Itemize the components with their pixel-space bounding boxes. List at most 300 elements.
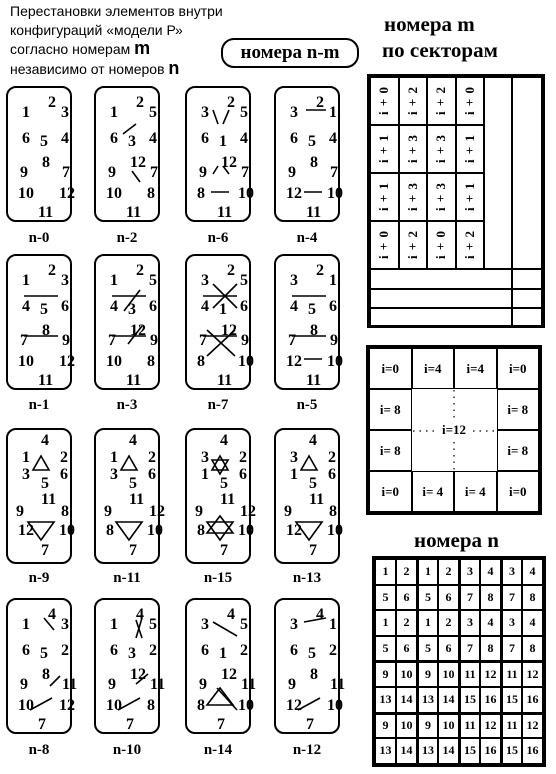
card-number: 1 xyxy=(219,301,227,318)
n-table-cell xyxy=(459,661,480,687)
m-table-value: i + 2 xyxy=(404,86,420,116)
permutation-card xyxy=(94,86,160,222)
card-number: 5 xyxy=(149,616,157,633)
n-table-cell xyxy=(522,585,543,611)
card-number: 3 xyxy=(201,449,209,466)
n-table-cell xyxy=(396,636,417,662)
card-number: 4 xyxy=(136,606,144,623)
n-table-value: 6 xyxy=(403,589,410,604)
n-table-cell xyxy=(375,661,396,687)
card-label: n-8 xyxy=(28,742,50,758)
m-title-line1: номера m xyxy=(384,12,475,36)
card-number: 11 xyxy=(306,372,322,389)
card-number: 7 xyxy=(220,542,228,559)
permutation-card xyxy=(274,254,343,390)
n-table-cell xyxy=(522,687,543,713)
n-table-value: 11 xyxy=(464,667,476,682)
card-number: 9 xyxy=(330,332,338,349)
i-grid-value: i=4 xyxy=(466,360,485,376)
card-number: 3 xyxy=(61,616,69,633)
n-table-cell xyxy=(480,713,501,739)
n-table-cell xyxy=(480,610,501,636)
n-table-value: 10 xyxy=(400,718,413,733)
card-number: 1 xyxy=(22,104,30,121)
m-table-value: i + 1 xyxy=(376,134,392,164)
card-connector-line xyxy=(213,622,237,636)
n-table-cell xyxy=(438,636,459,662)
card-number: 6 xyxy=(22,642,30,659)
card-number: 1 xyxy=(201,466,209,483)
card-number: 9 xyxy=(288,164,296,181)
card-number: 5 xyxy=(129,475,137,492)
card-number: 9 xyxy=(288,676,296,693)
card-number: 4 xyxy=(48,606,56,623)
card-number: 9 xyxy=(108,676,116,693)
n-table-value: 11 xyxy=(464,718,476,733)
permutation-card xyxy=(6,86,75,222)
card-triangle xyxy=(116,522,142,540)
card-number: 8 xyxy=(329,503,337,520)
n-table-cell xyxy=(438,738,459,764)
n-table-cell xyxy=(417,636,438,662)
m-table-value: i + 0 xyxy=(376,86,392,116)
n-table-value: 10 xyxy=(400,667,413,682)
n-number-table xyxy=(372,556,546,767)
card-number: 12 xyxy=(59,353,75,370)
card-number: 1 xyxy=(329,104,337,121)
permutation-card xyxy=(274,86,343,222)
permutation-card xyxy=(94,598,166,734)
n-table-value: 5 xyxy=(425,589,431,604)
card-number: 9 xyxy=(20,164,28,181)
card-label: n-9 xyxy=(28,570,50,586)
n-table-value: 12 xyxy=(484,667,497,682)
card-number: 3 xyxy=(128,133,136,150)
card-number: 3 xyxy=(22,466,30,483)
n-table-value: 7 xyxy=(467,589,473,604)
n-table-cell xyxy=(501,687,522,713)
card-number: 12 xyxy=(18,522,34,539)
card-number: 2 xyxy=(329,642,337,659)
card-number: 8 xyxy=(42,666,50,683)
card-label: n-15 xyxy=(203,570,233,586)
n-table-cell xyxy=(375,738,396,764)
m-table-cell xyxy=(370,125,399,173)
card-number: 9 xyxy=(16,503,24,520)
card-number: 7 xyxy=(288,332,296,349)
card-number: 10 xyxy=(327,522,343,539)
card-number: 5 xyxy=(220,475,228,492)
permutation-card xyxy=(6,598,78,734)
m-table-cell xyxy=(456,125,485,173)
card-number: 8 xyxy=(147,353,155,370)
n-table-cell xyxy=(417,738,438,764)
n-table-cell xyxy=(459,713,480,739)
n-table-cell xyxy=(459,610,480,636)
card-number: 11 xyxy=(126,372,142,389)
n-table-cell xyxy=(396,559,417,585)
card-number: 6 xyxy=(329,298,337,315)
card-number: 1 xyxy=(329,616,337,633)
n-table-value: 15 xyxy=(464,743,476,758)
card-label: n-4 xyxy=(296,230,318,246)
card-connector-line xyxy=(217,688,237,710)
card-number: 3 xyxy=(128,301,136,318)
m-table-cell xyxy=(456,221,485,269)
n-table-value: 5 xyxy=(382,641,389,656)
card-number: 6 xyxy=(110,130,118,147)
m-table-value: i + 3 xyxy=(404,182,420,212)
card-number: 3 xyxy=(61,272,69,289)
card-number: 5 xyxy=(308,133,316,150)
card-number: 5 xyxy=(40,645,48,662)
card-number: 9 xyxy=(195,503,203,520)
card-number: 4 xyxy=(329,130,337,147)
card-number: 2 xyxy=(240,642,248,659)
m-sector-table xyxy=(367,74,545,328)
m-table-value: i + 1 xyxy=(376,182,392,212)
card-number: 3 xyxy=(110,466,118,483)
card-number: 5 xyxy=(41,475,49,492)
n-title: номера n xyxy=(414,528,499,552)
card-number: 7 xyxy=(38,716,46,733)
header-line-3: согласно номерам m xyxy=(10,38,151,58)
card-number: 4 xyxy=(316,606,324,623)
card-number: 7 xyxy=(126,716,134,733)
n-table-value: 9 xyxy=(425,667,431,682)
i-grid-value: i=0 xyxy=(508,483,527,499)
header-line-2: конфигураций «модели Р» xyxy=(10,21,183,38)
card-label: n-10 xyxy=(112,742,142,758)
card-number: 5 xyxy=(40,133,48,150)
card-number: 7 xyxy=(62,164,70,181)
n-table-cell xyxy=(480,636,501,662)
card-number: 12 xyxy=(286,185,302,202)
card-number: 10 xyxy=(18,185,34,202)
card-number: 12 xyxy=(130,154,146,171)
m-table-cell xyxy=(427,221,456,269)
m-table-empty-cell xyxy=(484,77,512,269)
card-number: 7 xyxy=(108,332,116,349)
card-number: 4 xyxy=(129,432,137,449)
card-number: 10 xyxy=(18,697,34,714)
card-number: 5 xyxy=(308,645,316,662)
n-table-value: 14 xyxy=(442,692,455,707)
card-number: 6 xyxy=(201,642,209,659)
m-table-cell xyxy=(399,77,428,125)
card-label: n-12 xyxy=(292,742,322,758)
card-number: 9 xyxy=(108,164,116,181)
n-table-cell xyxy=(501,738,522,764)
permutation-card xyxy=(274,428,343,564)
card-number: 6 xyxy=(149,298,157,315)
i-grid-value: i=0 xyxy=(381,483,400,499)
n-table-cell xyxy=(501,661,522,687)
n-table-value: 13 xyxy=(379,743,392,758)
card-number: 8 xyxy=(147,185,155,202)
card-number: 8 xyxy=(310,322,318,339)
m-table-value: i + 0 xyxy=(433,230,449,260)
card-number: 8 xyxy=(42,154,50,171)
card-number: 1 xyxy=(290,466,298,483)
n-table-cell xyxy=(459,559,480,585)
card-number: 11 xyxy=(38,204,54,221)
card-number: 7 xyxy=(20,332,28,349)
permutation-card xyxy=(185,86,254,222)
card-number: 3 xyxy=(290,272,298,289)
n-table-value: 4 xyxy=(487,564,494,579)
m-table-empty-row xyxy=(370,308,512,328)
card-number: 10 xyxy=(327,697,343,714)
n-table-value: 5 xyxy=(382,589,389,604)
card-number: 7 xyxy=(199,332,207,349)
n-table-value: 13 xyxy=(422,743,434,758)
card-number: 10 xyxy=(238,185,254,202)
n-table-cell xyxy=(480,585,501,611)
m-table-value: i + 3 xyxy=(433,134,449,164)
n-table-value: 12 xyxy=(484,718,497,733)
card-number: 10 xyxy=(106,185,122,202)
n-table-cell xyxy=(480,661,501,687)
m-table-cell xyxy=(370,221,399,269)
card-number: 7 xyxy=(41,542,49,559)
i-grid-center-value: i=12 xyxy=(441,422,467,437)
card-number: 7 xyxy=(129,542,137,559)
card-number: 2 xyxy=(328,449,336,466)
i-grid-value: i= 8 xyxy=(379,401,401,417)
card-number: 6 xyxy=(239,466,247,483)
n-table-value: 6 xyxy=(403,641,410,656)
m-table-cell xyxy=(370,77,399,125)
n-table-cell xyxy=(438,585,459,611)
card-number: 5 xyxy=(149,104,157,121)
n-table-cell xyxy=(396,687,417,713)
card-number: 7 xyxy=(241,164,249,181)
card-number: 4 xyxy=(61,130,69,147)
card-number: 9 xyxy=(199,164,207,181)
card-triangle xyxy=(33,456,49,470)
n-table-value: 9 xyxy=(382,667,389,682)
n-table-value: 13 xyxy=(422,692,434,707)
card-number: 12 xyxy=(149,503,165,520)
card-number: 8 xyxy=(61,503,69,520)
n-table-value: 10 xyxy=(442,718,455,733)
n-table-value: 7 xyxy=(509,641,515,656)
m-table-value: i + 1 xyxy=(461,182,477,212)
n-table-value: 3 xyxy=(509,564,515,579)
n-table-cell xyxy=(438,559,459,585)
card-number: 10 xyxy=(327,185,343,202)
card-number: 5 xyxy=(240,272,248,289)
n-table-cell xyxy=(438,610,459,636)
m-table-empty-row xyxy=(512,308,542,328)
card-label: n-0 xyxy=(28,230,50,246)
card-number: 1 xyxy=(22,272,30,289)
card-number: 2 xyxy=(149,642,157,659)
card-number: 9 xyxy=(284,503,292,520)
i-grid-value: i= 4 xyxy=(422,483,444,499)
n-table-cell xyxy=(501,585,522,611)
card-connector-line xyxy=(50,676,60,686)
card-number: 11 xyxy=(217,204,233,221)
card-number: 1 xyxy=(22,449,30,466)
n-table-value: 14 xyxy=(400,692,413,707)
card-label: n-1 xyxy=(28,397,50,413)
n-table-value: 16 xyxy=(526,692,539,707)
card-number: 7 xyxy=(309,542,317,559)
n-table-value: 13 xyxy=(379,692,392,707)
i-grid-value: i= 8 xyxy=(379,442,401,458)
card-number: 4 xyxy=(201,298,209,315)
card-number: 11 xyxy=(126,204,142,221)
n-table-value: 3 xyxy=(467,564,473,579)
m-table-cell xyxy=(399,173,428,221)
card-number: 12 xyxy=(59,185,75,202)
card-number: 8 xyxy=(310,666,318,683)
card-number: 3 xyxy=(201,272,209,289)
card-number: 6 xyxy=(290,130,298,147)
card-number: 12 xyxy=(130,322,146,339)
card-number: 12 xyxy=(240,503,256,520)
card-number: 11 xyxy=(330,676,346,693)
permutation-card xyxy=(94,254,160,390)
i-grid-value: i= 4 xyxy=(464,483,486,499)
card-number: 5 xyxy=(240,104,248,121)
card-number: 7 xyxy=(150,164,158,181)
card-number: 8 xyxy=(106,522,114,539)
card-number: 5 xyxy=(149,272,157,289)
card-connector-line xyxy=(213,110,218,124)
nm-label-box: номера n-m xyxy=(221,38,359,68)
card-number: 6 xyxy=(240,298,248,315)
card-number: 12 xyxy=(286,697,302,714)
m-table-cell xyxy=(456,173,485,221)
card-number: 2 xyxy=(136,262,144,279)
n-table-cell xyxy=(417,610,438,636)
card-number: 8 xyxy=(197,522,205,539)
n-table-value: 3 xyxy=(509,615,515,630)
card-number: 2 xyxy=(316,94,324,111)
n-table-cell xyxy=(501,610,522,636)
n-table-value: 2 xyxy=(403,615,410,630)
card-number: 11 xyxy=(306,204,322,221)
permutation-card xyxy=(94,428,165,564)
permutation-card xyxy=(185,598,257,734)
card-number: 6 xyxy=(22,130,30,147)
n-table-value: 1 xyxy=(425,615,431,630)
card-label: n-13 xyxy=(292,570,322,586)
n-table-cell xyxy=(522,559,543,585)
n-table-value: 6 xyxy=(445,641,452,656)
card-number: 2 xyxy=(136,94,144,111)
card-number: 10 xyxy=(147,522,163,539)
card-label: n-3 xyxy=(116,397,138,413)
n-table-cell xyxy=(459,738,480,764)
card-number: 4 xyxy=(149,130,157,147)
n-table-value: 4 xyxy=(529,615,536,630)
card-number: 12 xyxy=(130,666,146,683)
card-number: 10 xyxy=(18,353,34,370)
n-table-value: 16 xyxy=(484,743,497,758)
i-grid-value: i= 8 xyxy=(507,442,529,458)
card-number: 2 xyxy=(60,449,68,466)
n-table-value: 3 xyxy=(467,615,473,630)
card-number: 12 xyxy=(221,322,237,339)
n-table-cell xyxy=(396,610,417,636)
card-number: 3 xyxy=(290,104,298,121)
card-number: 8 xyxy=(42,322,50,339)
m-title-line2: по секторам xyxy=(382,38,498,62)
card-number: 1 xyxy=(22,616,30,633)
card-number: 12 xyxy=(59,697,75,714)
n-table-cell xyxy=(522,713,543,739)
m-table-value: i + 0 xyxy=(461,86,477,116)
card-number: 5 xyxy=(309,475,317,492)
n-table-cell xyxy=(438,713,459,739)
card-number: 9 xyxy=(241,332,249,349)
m-table-empty-row xyxy=(512,269,542,289)
card-number: 6 xyxy=(201,130,209,147)
card-number: 6 xyxy=(328,466,336,483)
i-grid-value: i=0 xyxy=(508,360,527,376)
card-triangle xyxy=(207,522,233,540)
card-number: 4 xyxy=(41,432,49,449)
header-text xyxy=(10,2,223,78)
card-number: 1 xyxy=(110,272,118,289)
card-number: 5 xyxy=(240,616,248,633)
card-number: 2 xyxy=(227,94,235,111)
m-table-value: i + 3 xyxy=(404,134,420,164)
n-table-value: 14 xyxy=(442,743,455,758)
card-number: 3 xyxy=(290,616,298,633)
n-table-value: 2 xyxy=(403,564,410,579)
permutation-card xyxy=(185,254,254,390)
m-table-value: i + 3 xyxy=(433,182,449,212)
n-table-value: 1 xyxy=(382,564,389,579)
n-table-cell xyxy=(459,687,480,713)
n-table-cell xyxy=(417,687,438,713)
n-table-cell xyxy=(396,713,417,739)
card-number: 1 xyxy=(219,645,227,662)
n-table-cell xyxy=(501,636,522,662)
n-table-cell xyxy=(480,687,501,713)
card-number: 11 xyxy=(217,372,233,389)
m-table-cell xyxy=(399,221,428,269)
m-table-cell xyxy=(456,77,485,125)
card-number: 11 xyxy=(129,491,145,508)
n-table-cell xyxy=(522,636,543,662)
i-sector-grid xyxy=(366,345,542,515)
card-number: 1 xyxy=(110,449,118,466)
permutation-card xyxy=(185,428,256,564)
card-label: n-2 xyxy=(116,230,138,246)
header-line-4: независимо от номеров n xyxy=(10,57,180,78)
card-number: 9 xyxy=(20,676,28,693)
card-number: 2 xyxy=(61,642,69,659)
card-number: 4 xyxy=(309,432,317,449)
card-number: 10 xyxy=(327,353,343,370)
card-number: 2 xyxy=(48,262,56,279)
n-table-value: 16 xyxy=(484,692,497,707)
m-table-value: i + 2 xyxy=(404,230,420,260)
m-table-empty-cell xyxy=(512,77,542,269)
n-table-cell xyxy=(480,559,501,585)
n-table-cell xyxy=(459,636,480,662)
card-number: 12 xyxy=(221,154,237,171)
card-number: 11 xyxy=(220,491,236,508)
n-table-cell xyxy=(438,661,459,687)
n-table-cell xyxy=(375,585,396,611)
